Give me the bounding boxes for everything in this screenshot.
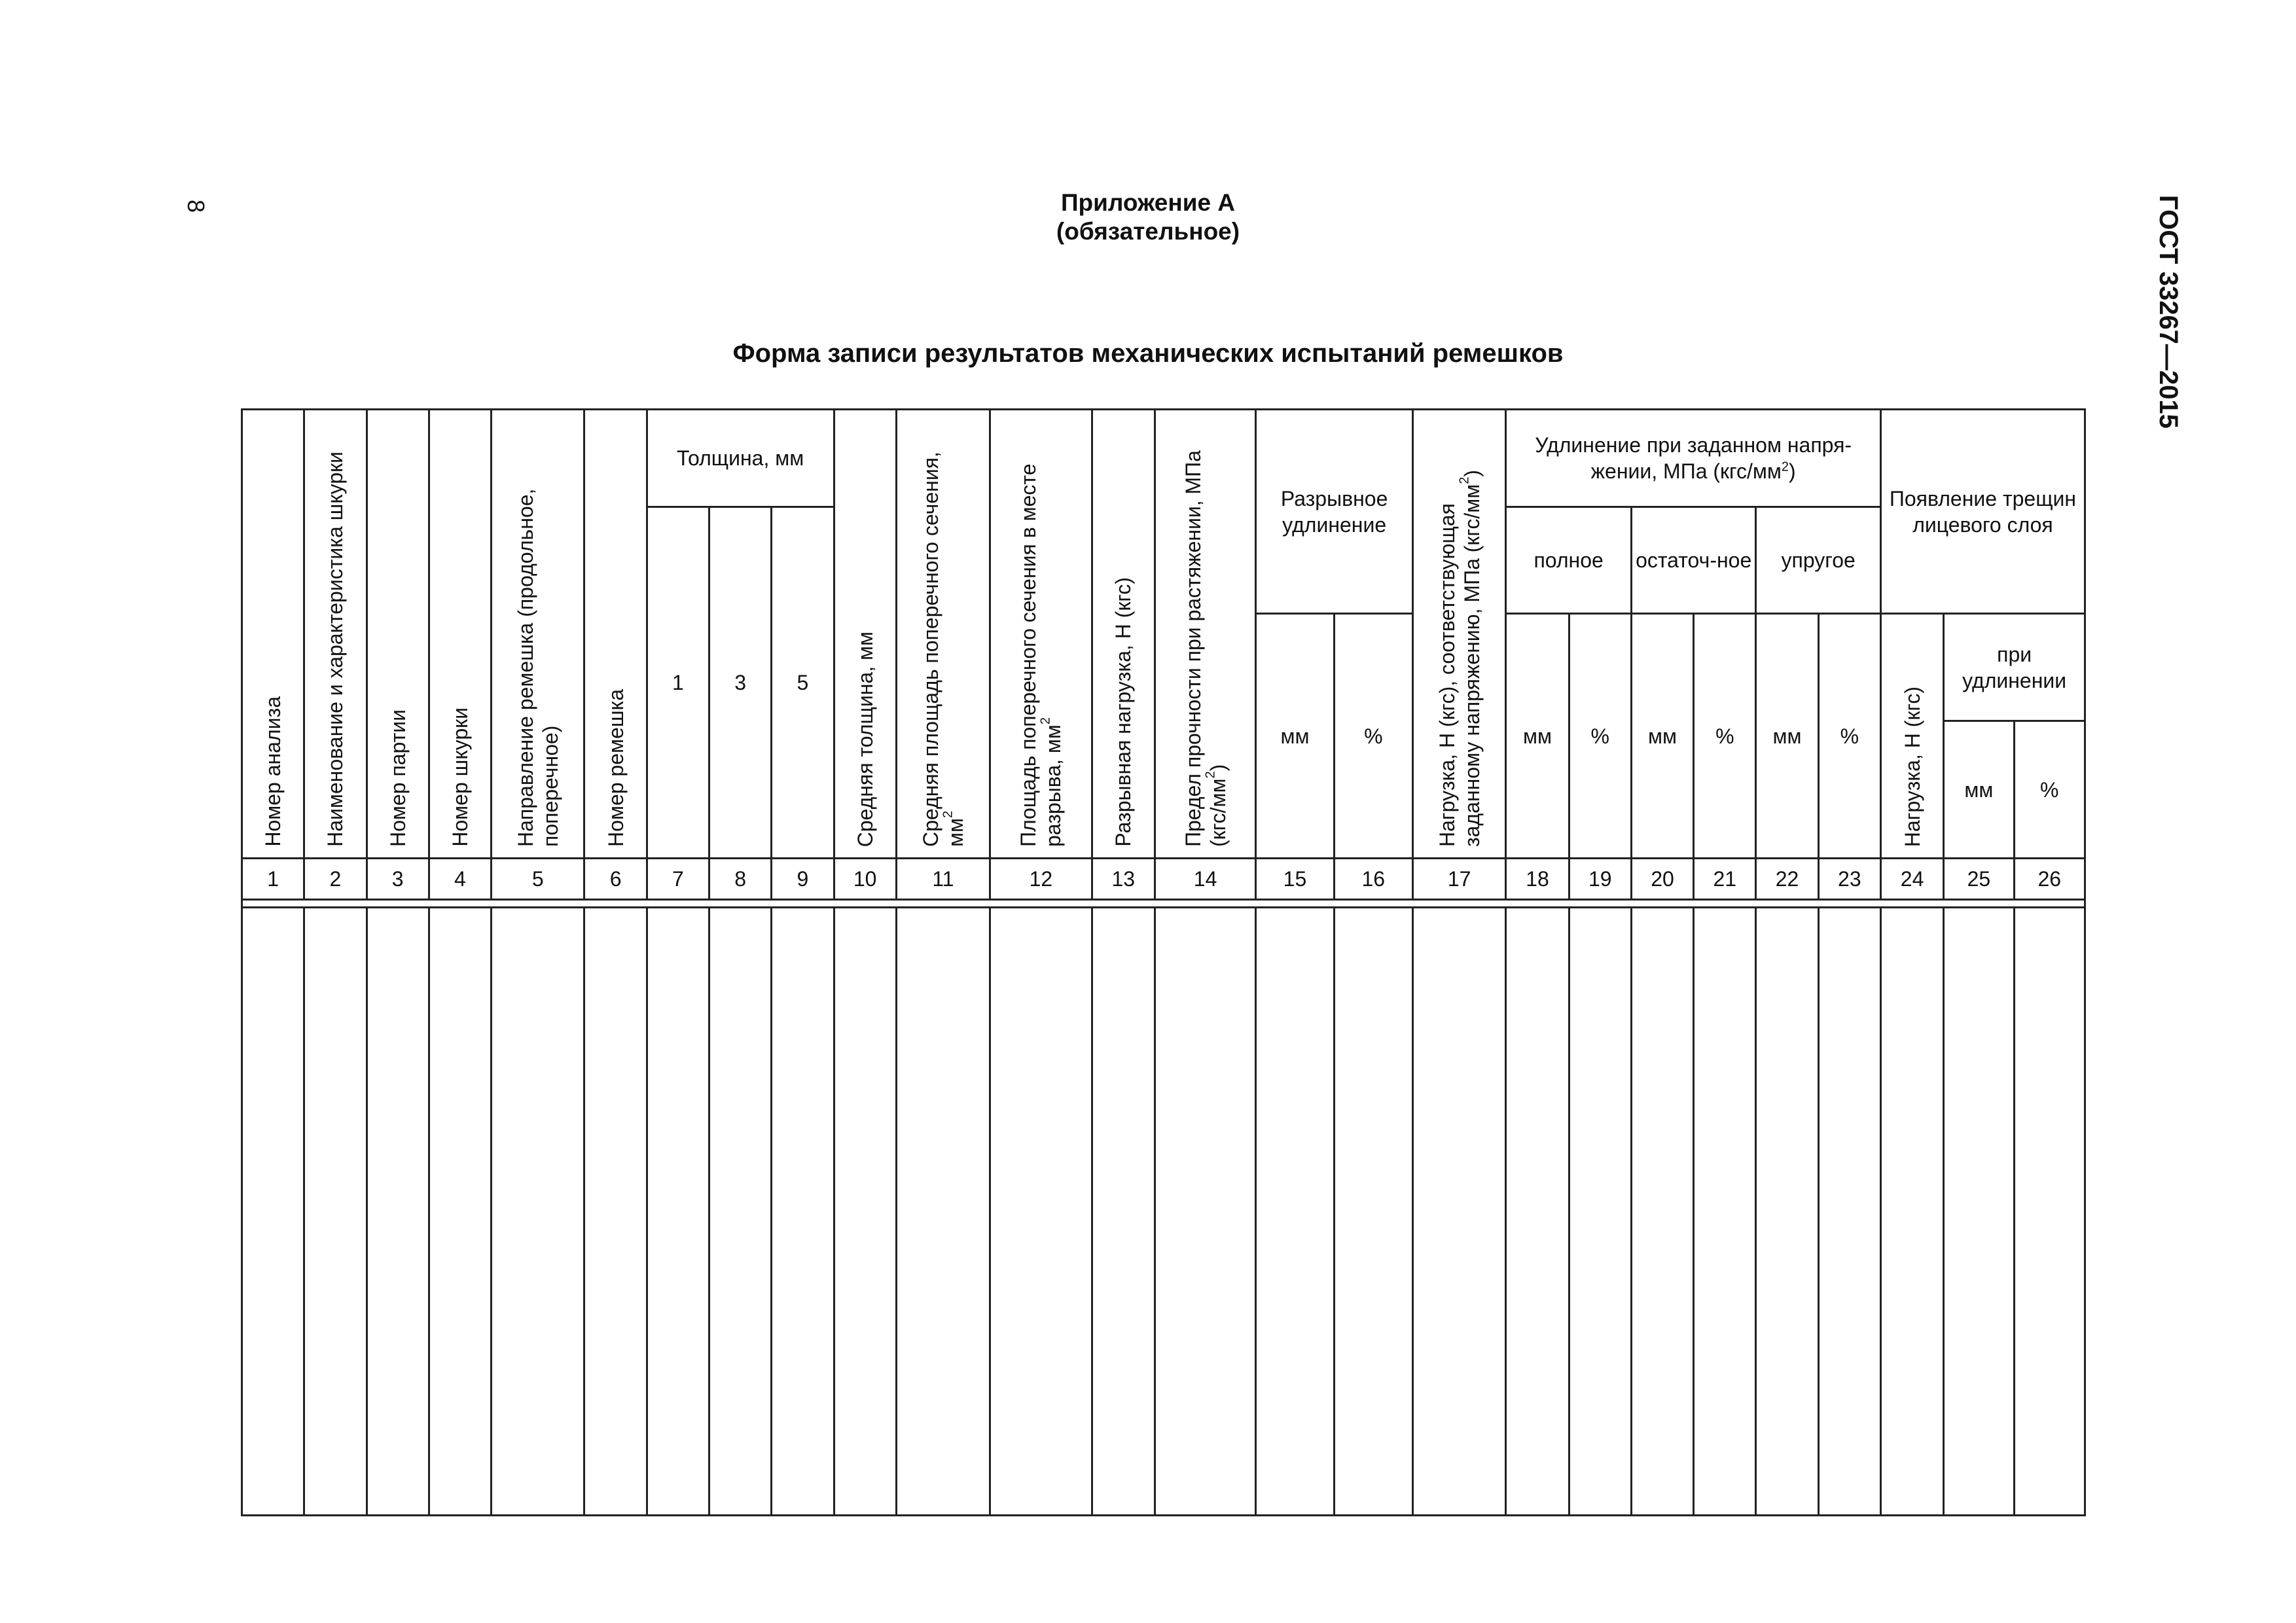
header-average-thickness: Средняя толщина, мм — [834, 410, 896, 859]
header-full-mm: мм — [1506, 614, 1569, 859]
header-skin-name: Наименование и характеристика шкурки — [304, 410, 367, 859]
entry-cell — [1880, 908, 1943, 1516]
column-number: 26 — [2014, 859, 2085, 900]
column-number: 10 — [834, 859, 896, 900]
header-analysis-number: Номер анализа — [242, 410, 304, 859]
column-number: 18 — [1506, 859, 1569, 900]
entry-cell — [1694, 908, 1756, 1516]
separator-cell — [242, 900, 2085, 908]
column-number: 9 — [772, 859, 834, 900]
entry-cell — [896, 908, 990, 1516]
column-number: 8 — [709, 859, 771, 900]
entry-cell — [1506, 908, 1569, 1516]
header-thickness: Толщина, мм — [647, 410, 834, 507]
entry-cell — [584, 908, 647, 1516]
header-cracks: Появление трещин лицевого слоя — [1880, 410, 2085, 614]
header-elastic-percent: % — [1818, 614, 1880, 859]
form-title: Форма записи результатов механических испытаний ремешков — [732, 339, 1564, 368]
entry-cell — [1756, 908, 1818, 1516]
header-breaking-load: Разрывная нагрузка, Н (кгс) — [1092, 410, 1155, 859]
column-number: 17 — [1412, 859, 1505, 900]
entry-cell — [429, 908, 491, 1516]
header-full: полное — [1506, 507, 1632, 614]
header-strap-direction: Направление ремешка (продольное, поперечное) — [492, 410, 584, 859]
column-number: 16 — [1334, 859, 1412, 900]
column-number: 23 — [1818, 859, 1880, 900]
header-crack-percent: % — [2014, 721, 2085, 859]
header-elastic-mm: мм — [1756, 614, 1818, 859]
entry-cell — [304, 908, 367, 1516]
header-residual-mm: мм — [1631, 614, 1693, 859]
entry-cell — [1412, 908, 1505, 1516]
header-at-elongation: при удлинении — [1944, 614, 2085, 721]
entry-cell — [367, 908, 429, 1516]
entry-cell — [1631, 908, 1693, 1516]
header-thickness-5: 5 — [772, 507, 834, 859]
column-number-row — [242, 859, 2085, 900]
column-number: 19 — [1569, 859, 1631, 900]
header-thickness-3: 3 — [709, 507, 771, 859]
column-number: 11 — [896, 859, 990, 900]
header-skin-number: Номер шкурки — [429, 410, 491, 859]
header-average-cross-section: Средняя площадь поперечного сечения, $мм^2$ — [896, 410, 990, 859]
entry-cell — [242, 908, 304, 1516]
page-number: 8 — [183, 200, 209, 213]
header-crack-load: Нагрузка, Н (кгс) — [1880, 614, 1943, 859]
entry-cell — [1092, 908, 1155, 1516]
column-number: 20 — [1631, 859, 1693, 900]
header-residual-percent: % — [1694, 614, 1756, 859]
entry-cell — [1334, 908, 1412, 1516]
column-number: 15 — [1256, 859, 1334, 900]
column-number: 12 — [990, 859, 1092, 900]
entry-cell — [772, 908, 834, 1516]
entry-cell — [1944, 908, 2014, 1516]
column-number: 1 — [242, 859, 304, 900]
entry-cell — [647, 908, 709, 1516]
header-full-percent: % — [1569, 614, 1631, 859]
column-number: 6 — [584, 859, 647, 900]
data-entry-row — [242, 908, 2085, 1516]
header-crack-mm: мм — [1944, 721, 2014, 859]
column-number: 21 — [1694, 859, 1756, 900]
column-number: 13 — [1092, 859, 1155, 900]
entry-cell — [990, 908, 1092, 1516]
column-number: 4 — [429, 859, 491, 900]
standard-code: ГОСТ 33267—2015 — [2154, 195, 2183, 429]
header-load-at-stress: Нагрузка, Н (кгс), соответствующая заданному напряжению, МПа $(кгс/мм^2)$ — [1412, 410, 1505, 859]
column-number: 14 — [1155, 859, 1255, 900]
entry-cell — [1818, 908, 1880, 1516]
header-elongation-at-stress: Удлинение при заданном напря-жении, МПа $(кгс/мм^2)$ — [1506, 410, 1881, 507]
header-elastic: упругое — [1756, 507, 1881, 614]
entry-cell — [1256, 908, 1334, 1516]
header-thickness-1: 1 — [647, 507, 709, 859]
column-number: 25 — [1944, 859, 2014, 900]
column-number: 24 — [1880, 859, 1943, 900]
appendix-heading — [0, 188, 2296, 246]
appendix-subtitle: (обязательное) — [1056, 218, 1240, 245]
header-break-elongation: Разрывное удлинение — [1256, 410, 1413, 614]
header-residual: остаточ-ное — [1631, 507, 1756, 614]
column-number: 7 — [647, 859, 709, 900]
appendix-title: Приложение А — [1060, 189, 1236, 216]
entry-cell — [1155, 908, 1255, 1516]
header-break-cross-section: Площадь поперечного сечения в месте разрыва, $мм^2$ — [990, 410, 1092, 859]
entry-cell — [834, 908, 896, 1516]
entry-cell — [492, 908, 584, 1516]
separator-row — [242, 900, 2085, 908]
header-tensile-strength: Предел прочности при растяжении, МПа $(кгс/мм^2)$ — [1155, 410, 1255, 859]
column-number: 5 — [492, 859, 584, 900]
entry-cell — [1569, 908, 1631, 1516]
column-number: 3 — [367, 859, 429, 900]
entry-cell — [2014, 908, 2085, 1516]
column-number: 22 — [1756, 859, 1818, 900]
column-number: 2 — [304, 859, 367, 900]
header-strap-number: Номер ремешка — [584, 410, 647, 859]
results-table — [241, 408, 2086, 1516]
header-batch-number: Номер партии — [367, 410, 429, 859]
header-break-elong-mm: мм — [1256, 614, 1334, 859]
entry-cell — [709, 908, 771, 1516]
header-break-elong-percent: % — [1334, 614, 1412, 859]
